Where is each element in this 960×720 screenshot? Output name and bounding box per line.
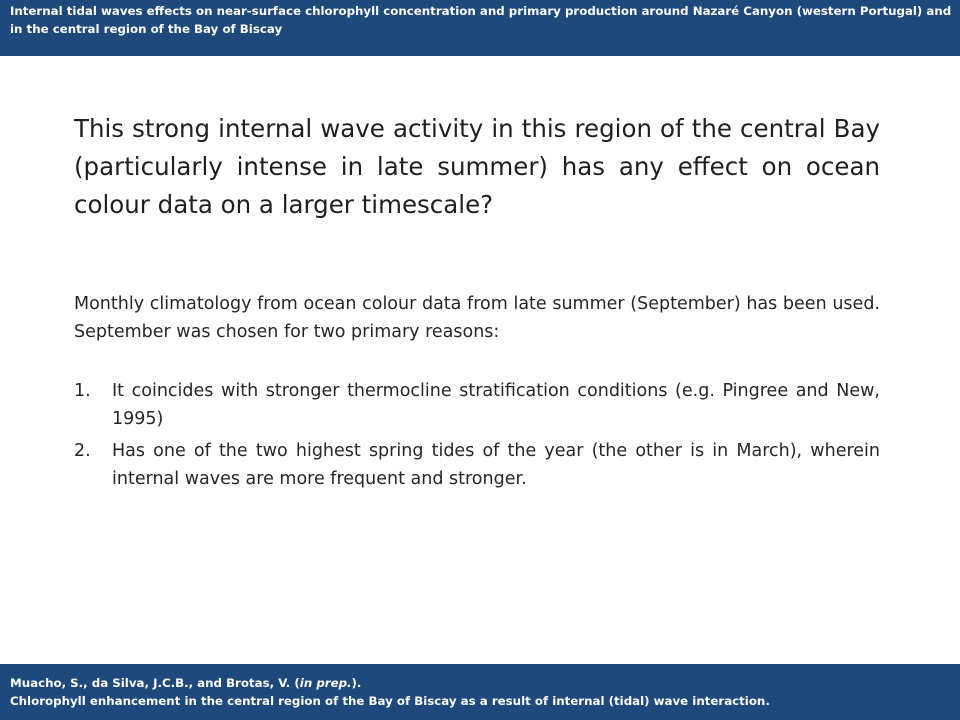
footer-banner	[0, 664, 960, 720]
list-number: 1.	[74, 381, 91, 401]
list-item	[74, 377, 880, 433]
intro-paragraph: Monthly climatology from ocean colour data from late summer (September) has been used. September was chosen for two primary reasons:	[74, 294, 880, 342]
slide-title: Internal tidal waves effects on near-surface chlorophyll concentration and primary production around Nazaré Canyon (western Portugal) and in the central region of the Bay of Biscay	[10, 4, 952, 36]
citation-title: Chlorophyll enhancement in the central region of the Bay of Biscay as a result of internal (tidal) wave interaction.	[10, 694, 770, 708]
reasons-list	[74, 377, 880, 497]
citation-authors: Muacho, S., da Silva, J.C.B., and Brotas, V. (	[10, 676, 300, 690]
citation-authors-line	[10, 674, 952, 692]
header-banner	[0, 0, 960, 56]
list-item-text: It coincides with stronger thermocline stratification conditions (e.g. Pingree and New, 1995)	[112, 381, 880, 429]
research-question: This strong internal wave activity in this region of the central Bay (particularly intense in late summer) has any effect on ocean colour data on a larger timescale?	[74, 114, 880, 219]
citation-authors-end: ).	[351, 676, 362, 690]
list-item	[74, 437, 880, 493]
citation-status: in prep.	[299, 676, 352, 690]
list-item-text: Has one of the two highest spring tides of the year (the other is in March), wherein internal waves are more frequent and stronger.	[112, 441, 880, 489]
list-number: 2.	[74, 441, 91, 461]
